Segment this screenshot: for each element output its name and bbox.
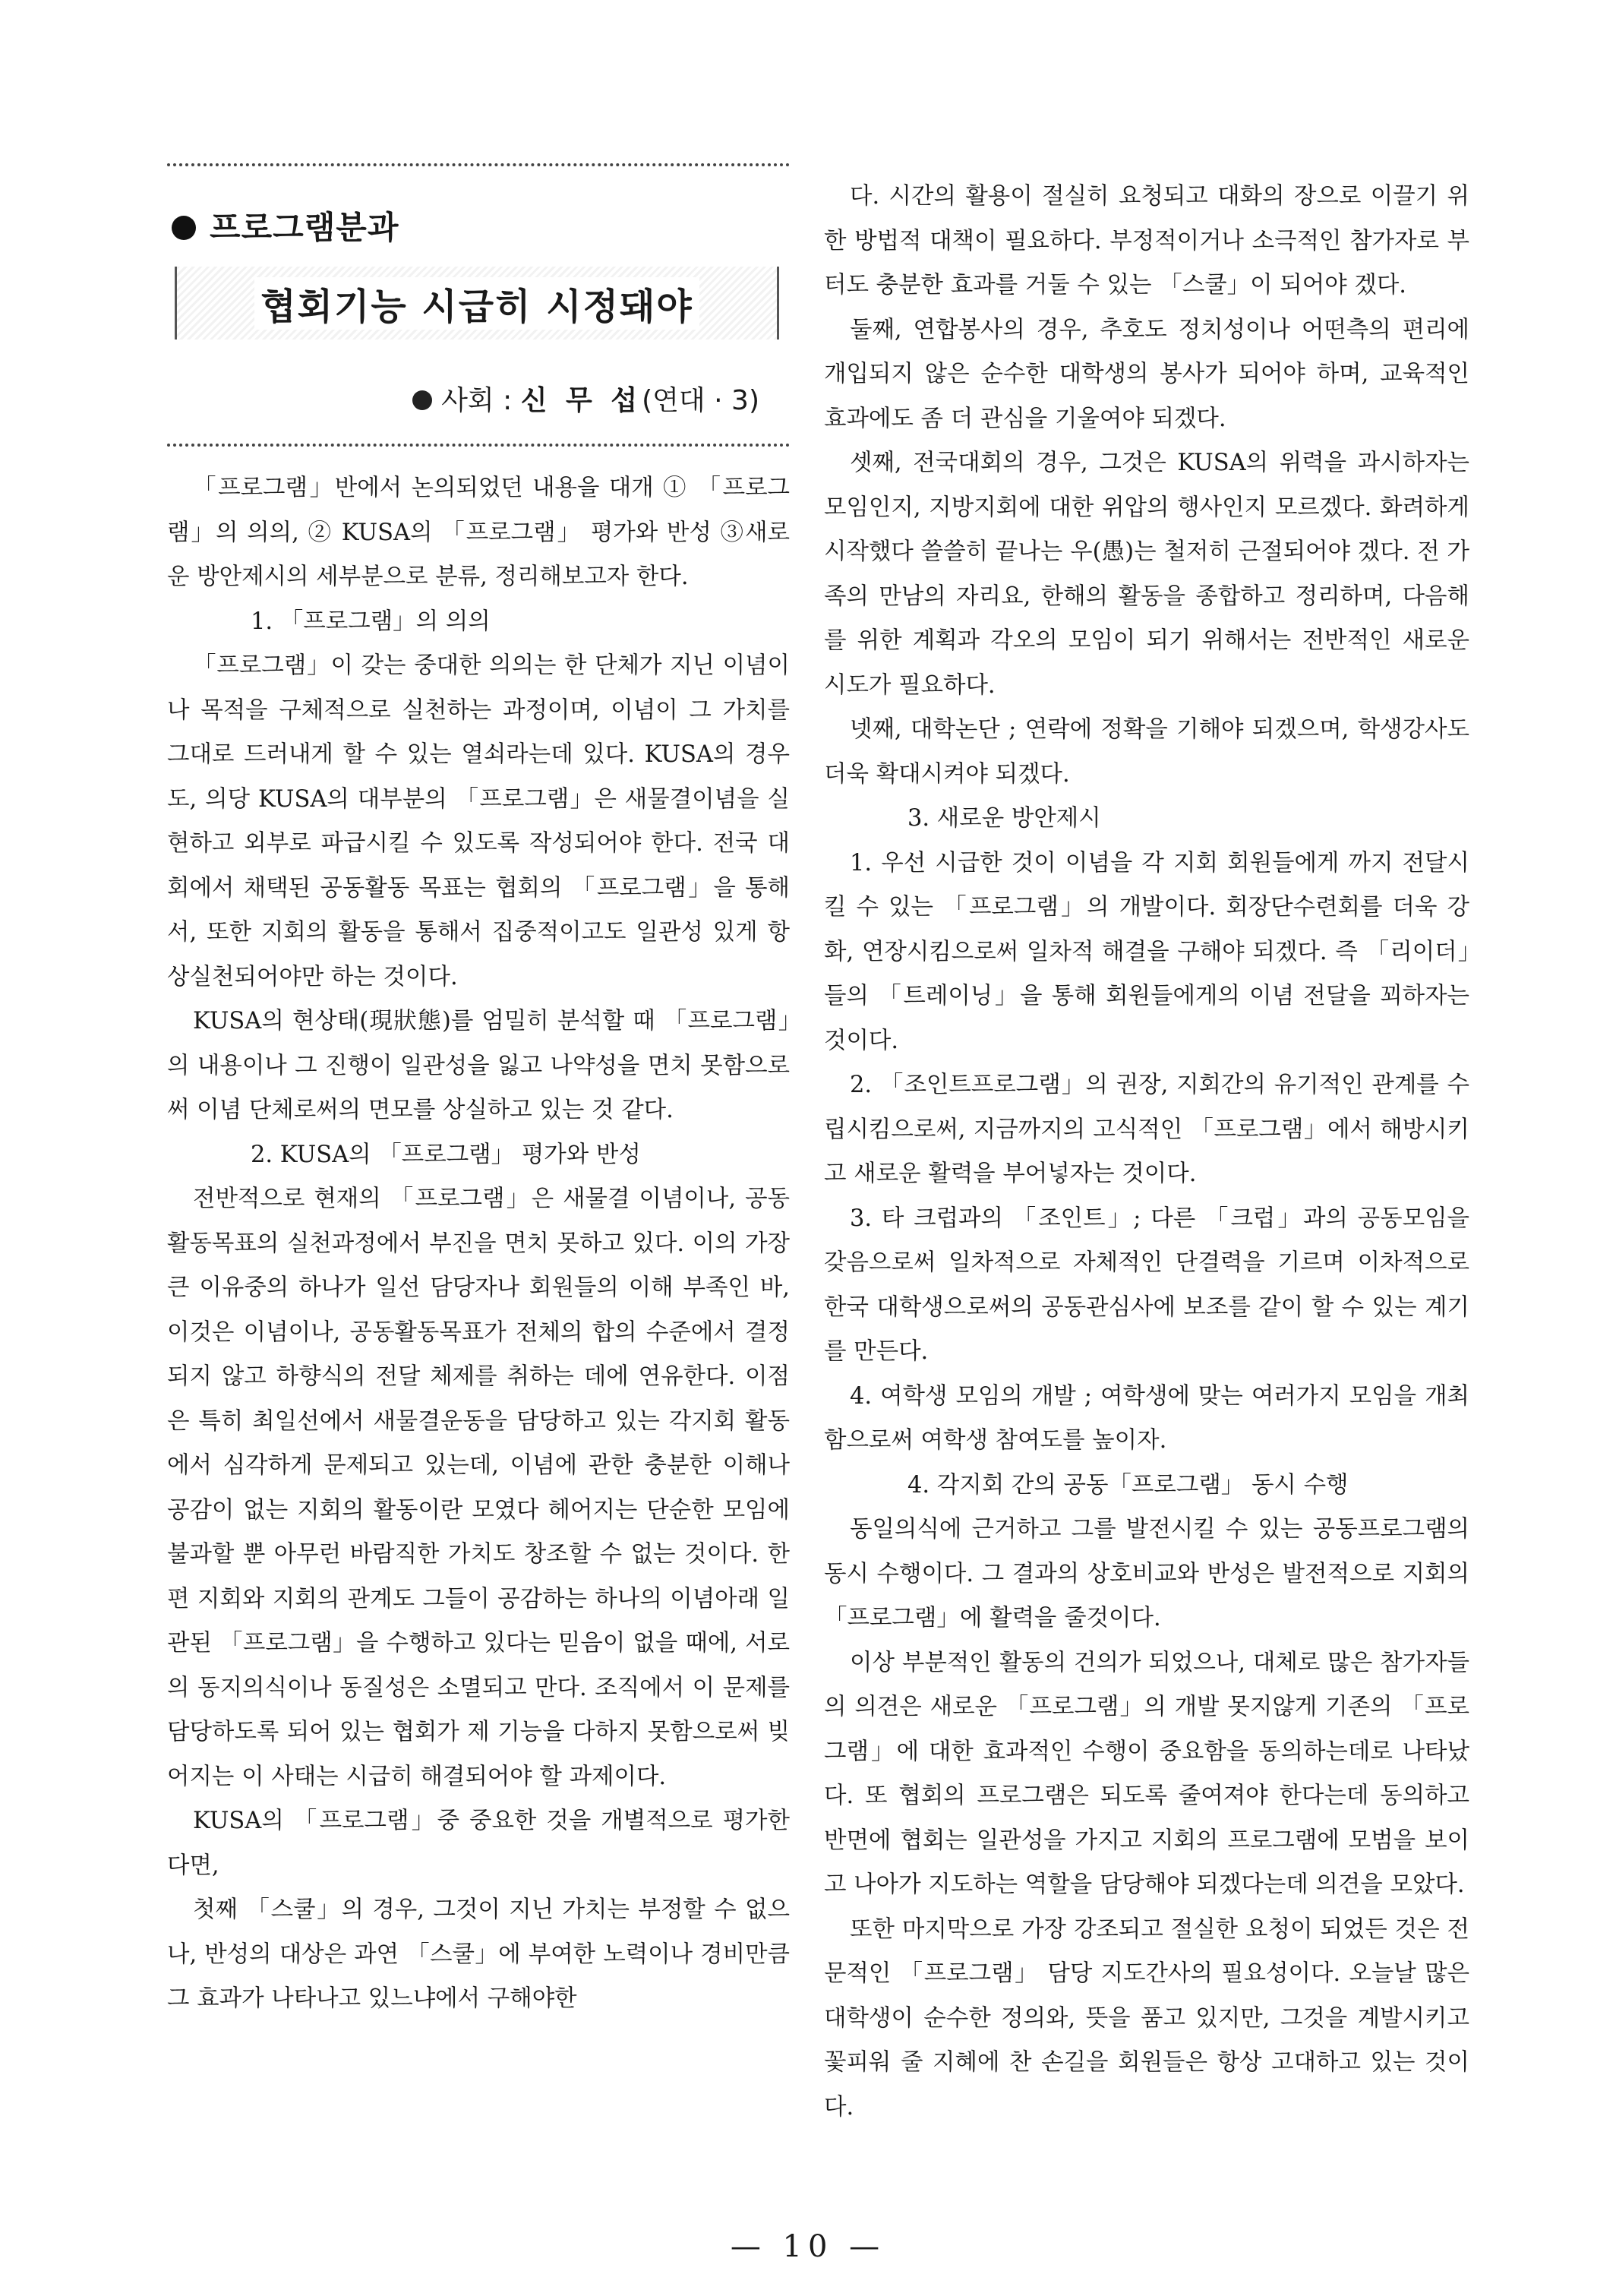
title-box: [175, 267, 779, 340]
author-name: 신 무 섭: [520, 385, 642, 416]
body-paragraph: 「프로그램」이 갖는 중대한 의의는 한 단체가 지닌 이념이나 목적을 구체적으로 실천하는 과정이며, 이념이 그 가치를 그대로 드러내게 할 수 있는 열쇠라는데 있다. KUSA의 경우도, 의당 KUSA의 대부분의 「프로그램」은 새물결이념을 실현하고 외부로 파급시킬 수 있도록 작성되어야 한다. 전국 대회에서 채택된 공동활동 목표는 협회의 「프로그램」을 통해서, 또한 지회의 활동을 통해서 집중적이고도 일관성 있게 항상실천되어야만 하는 것이다.: [167, 652, 790, 990]
page-number: — 10 —: [730, 2229, 886, 2264]
byline-prefix: 사회 :: [441, 385, 521, 416]
body-paragraph: KUSA의 현상태(現狀態)를 엄밀히 분석할 때 「프로그램」의 내용이나 그 진행이 일관성을 잃고 나약성을 면치 못함으로써 이념 단체로써의 면모를 상실하고 있는 것 같다.: [167, 1008, 790, 1123]
body-paragraph: 다. 시간의 활용이 절실히 요청되고 대화의 장으로 이끌기 위한 방법적 대책이 필요하다. 부정적이거나 소극적인 참가자로 부터도 충분한 효과를 거둘 수 있는 「스쿨」이 되어야 겠다.: [824, 183, 1469, 298]
body-paragraph: 전반적으로 현재의 「프로그램」은 새물결 이념이나, 공동활동목표의 실천과정에서 부진을 면치 못하고 있다. 이의 가장 큰 이유중의 하나가 일선 담당자나 회원들의 이해 부족인 바, 이것은 이념이나, 공동활동목표가 전체의 합의 수준에서 결정되지 않고 하향식의 전달 체제를 취하는 데에 연유한다. 이점은 특히 최일선에서 새물결운동을 담당하고 있는 각지회 활동에서 심각하게 문제되고 있는데, 이념에 관한 충분한 이해나 공감이 없는 지회의 활동이란 모였다 헤어지는 단순한 모임에 불과할 뿐 아무런 바람직한 가치도 창조할 수 없는 것이다. 한편 지회와 지회의 관계도 그들이 공감하는 하나의 이념아래 일관된 「프로그램」을 수행하고 있다는 믿음이 없을 때에, 서로의 동지의식이나 동질성은 소멸되고 만다. 조직에서 이 문제를 담당하도록 되어 있는 협회가 제 기능을 다하지 못함으로써 빚어지는 이 사태는 시급히 해결되어야 할 과제이다.: [167, 1186, 790, 1790]
byline: [167, 379, 759, 418]
right-column-body: [824, 175, 1469, 2130]
subsection-heading: 2. KUSA의 「프로그램」 평가와 반성: [251, 1141, 641, 1168]
article-title: 협회기능 시급히 시정돼야: [254, 277, 699, 330]
body-paragraph: 넷째, 대학논단 ; 연락에 정확을 기해야 되겠으며, 학생강사도 더욱 확대시켜야 되겠다.: [824, 716, 1469, 788]
subsection-heading: 4. 각지회 간의 공동「프로그램」 동시 수행: [907, 1471, 1349, 1499]
body-paragraph: 첫째 「스쿨」의 경우, 그것이 지닌 가치는 부정할 수 없으나, 반성의 대상은 과연 「스쿨」에 부여한 노력이나 경비만큼 그 효과가 나타나고 있느냐에서 구해야한: [167, 1896, 790, 2012]
subsection-heading: 1. 「프로그램」의 의의: [251, 608, 491, 635]
body-paragraph: 1. 우선 시급한 것이 이념을 각 지회 회원들에게 까지 전달시킬 수 있는 「프로그램」의 개발이다. 회장단수련회를 더욱 강화, 연장시킴으로써 일차적 해결을 구해야 되겠다. 즉 「리이더」들의 「트레이닝」을 통해 회원들에게의 이념 전달을 꾀하자는 것이다.: [824, 849, 1469, 1054]
bullet-icon: [172, 216, 196, 240]
left-column: [167, 163, 790, 2022]
subsection-heading: 3. 새로운 방안제시: [907, 805, 1101, 832]
top-dotted-rule: [167, 163, 790, 166]
right-column: [824, 175, 1469, 2130]
left-column-body: [167, 466, 790, 2022]
author-affiliation: (연대 · 3): [642, 385, 759, 416]
body-paragraph: KUSA의 「프로그램」중 중요한 것을 개별적으로 평가한다면,: [167, 1808, 790, 1879]
body-paragraph: 둘째, 연합봉사의 경우, 추호도 정치성이나 어떤측의 편리에 개입되지 않은 순수한 대학생의 봉사가 되어야 하며, 교육적인 효과에도 좀 더 관심을 기울여야 되겠다.: [824, 316, 1469, 432]
bullet-icon: [412, 390, 432, 410]
section-label: 프로그램분과: [210, 209, 399, 246]
body-paragraph: 셋째, 전국대회의 경우, 그것은 KUSA의 위력을 과시하자는 모임인지, 지방지회에 대한 위압의 행사인지 모르겠다. 화려하게 시작했다 쓸쓸히 끝나는 우(愚)는 철저히 근절되어야 겠다. 전 가족의 만남의 자리요, 한해의 활동을 종합하고 정리하며, 다음해를 위한 계획과 각오의 모임이 되기 위해서는 전반적인 새로운 시도가 필요하다.: [824, 450, 1469, 699]
body-paragraph: 또한 마지막으로 가장 강조되고 절실한 요청이 되었든 것은 전문적인 「프로그램」 담당 지도간사의 필요성이다. 오늘날 많은 대학생이 순수한 정의와, 뜻을 품고 있지만, 그것을 계발시키고 꽃피워 줄 지혜에 찬 손길을 회원들은 항상 고대하고 있는 것이다.: [824, 1915, 1469, 2121]
body-paragraph: 2. 「조인트프로그램」의 권장, 지회간의 유기적인 관계를 수립시킴으로써, 지금까지의 고식적인 「프로그램」에서 해방시키고 새로운 활력을 부어넣자는 것이다.: [824, 1072, 1469, 1187]
body-paragraph: 이상 부분적인 활동의 건의가 되었으나, 대체로 많은 참가자들의 의견은 새로운 「프로그램」의 개발 못지않게 기존의 「프로그램」에 대한 효과적인 수행이 중요함을 동의하는데로 나타났다. 또 협회의 프로그램은 되도록 줄여져야 한다는데 동의하고 반면에 협회는 일관성을 가지고 지회의 프로그램에 모범을 보이고 나아가 지도하는 역할을 담당해야 되겠다는데 의견을 모았다.: [824, 1649, 1469, 1898]
body-paragraph: 3. 타 크럽과의 「조인트」; 다른 「크럽」과의 공동모임을 갖음으로써 일차적으로 자체적인 단결력을 기르며 이차적으로 한국 대학생으로써의 공동관심사에 보조를 같이 할 수 있는 계기를 만든다.: [824, 1205, 1469, 1365]
byline-dotted-rule: [167, 444, 790, 447]
body-paragraph: 동일의식에 근거하고 그를 발전시킬 수 있는 공동프로그램의 동시 수행이다. 그 결과의 상호비교와 반성은 발전적으로 지회의 「프로그램」에 활력을 줄것이다.: [824, 1516, 1469, 1631]
section-heading: [172, 203, 790, 248]
body-paragraph: 「프로그램」반에서 논의되었던 내용을 대개 ① 「프로그램」의 의의, ② KUSA의 「프로그램」 평가와 반성 ③새로운 방안제시의 세부분으로 분류, 정리해보고자 한다.: [167, 475, 790, 590]
body-paragraph: 4. 여학생 모임의 개발 ; 여학생에 맞는 여러가지 모임을 개최함으로써 여학생 참여도를 높이자.: [824, 1382, 1469, 1454]
